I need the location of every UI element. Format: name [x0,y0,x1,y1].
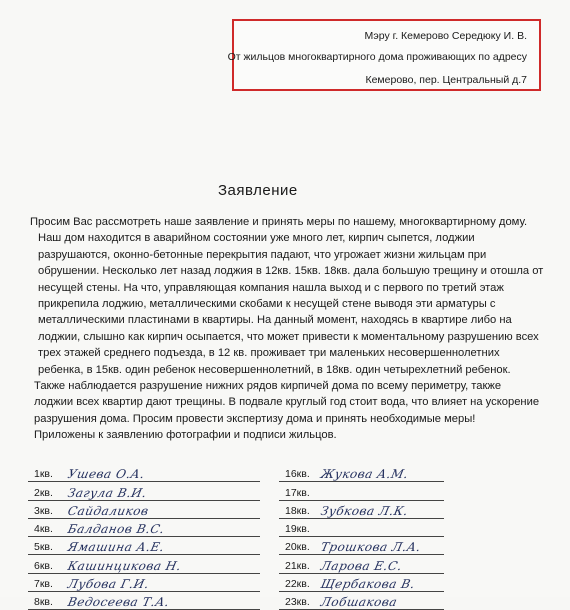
document-title: Заявление [218,182,298,199]
apartment-number: 3кв. [34,504,53,517]
signature-row [28,464,260,482]
signature-list-left [28,464,260,610]
signature-row [28,501,260,519]
signature-row [279,537,444,555]
statement-body [30,214,550,444]
body-line: Также наблюдается разрушение нижних рядов кирпичей дома по всему периметру, также [34,380,502,393]
sender-line: От жильцов многоквартирного дома проживающих по адресу [227,51,527,63]
body-line: обрушении. Несколько лет назад лоджия в 12кв. 15кв. 18кв. дала большую трещину и отошла от [38,265,544,278]
signature-row [279,592,444,610]
body-line: несущей стены. На что, управляющая компания нашла выход и с первого по третий этаж [38,281,504,294]
handwritten-signature: Лобшакова [319,595,399,610]
handwritten-signature: Ведосеева Т.А. [66,595,171,610]
handwritten-signature: Щербакова В. [319,577,417,592]
apartment-number: 16кв. [285,468,310,481]
signature-row [279,555,444,573]
apartment-number: 8кв. [34,596,53,609]
apartment-number: 21кв. [285,559,310,572]
handwritten-signature: Балданов В.С. [66,522,166,537]
apartment-number: 17кв. [285,486,310,499]
signature-row [279,519,444,537]
apartment-number: 22кв. [285,578,310,591]
body-line: лоджии всех квартир дают трещины. В подвале круглый год стоит вода, что влияет на ускорение [34,396,540,409]
body-line: лоджии, слышно как кирпич осыпается, что может привести к моментальному разрушению всех [38,330,539,343]
signature-row [28,537,260,555]
signature-row [279,464,444,482]
body-line: разрушения дома. Просим провести экспертизу дома и принять необходимые меры! [34,412,476,425]
signature-row [28,555,260,573]
addressee-block [227,19,541,91]
apartment-number: 19кв. [285,523,310,536]
signature-list-right [279,464,444,610]
handwritten-signature: Ушева О.А. [66,467,147,482]
signature-row [279,574,444,592]
apartment-number: 18кв. [285,504,310,517]
apartment-number: 4кв. [34,523,53,536]
handwritten-signature: Загула В.И. [66,485,149,500]
signature-row [28,592,260,610]
body-line: металлическими пластинами в квартиры. На данный момент, находясь в квартире либо на [38,314,512,327]
apartment-number: 5кв. [34,541,53,554]
address-line: Кемерово, пер. Центральный д.7 [365,74,527,86]
signature-row [28,482,260,500]
handwritten-signature: Ларова Е.С. [319,558,404,573]
signature-row [28,519,260,537]
apartment-number: 1кв. [34,468,53,481]
handwritten-signature: Жукова А.М. [319,467,410,482]
body-line: ребенка, в 15кв. один ребенок несовершеннолетний, в 18кв. один четырехлетний ребенок. [38,363,511,376]
signature-row [279,501,444,519]
handwritten-signature: Лубова Г.И. [66,577,151,592]
body-line: трех этажей среднего подъезда, в 12 кв. проживает три маленьких несовершеннолетних [38,347,500,360]
apartment-number: 20кв. [285,541,310,554]
apartment-number: 23кв. [285,596,310,609]
body-line: Приложены к заявлению фотографии и подписи жильцов. [34,429,337,442]
handwritten-signature: Сайдаликов [66,503,151,518]
handwritten-signature: Кашинцикова Н. [66,558,183,573]
handwritten-signature: Зубкова Л.К. [319,503,410,518]
apartment-number: 7кв. [34,578,53,591]
handwritten-signature: Трошкова Л.А. [319,540,423,555]
body-line: Просим Вас рассмотреть наше заявление и принять меры по нашему, многоквартирному дому. [30,216,528,228]
body-line: разрушаются, оконно-бетонные перекрытия падают, что угрожает жизни жильцам при [38,248,487,261]
body-line: Наш дом находится в аварийном состоянии уже много лет, кирпич сыпется, лоджии [38,232,475,245]
apartment-number: 6кв. [34,559,53,572]
body-line: прикрепила лоджию, металлическими скобами к несущей стене выводя эти арматуры с [38,298,496,311]
signature-row [279,482,444,500]
handwritten-signature: Ямашина А.Е. [66,540,166,555]
apartment-number: 2кв. [34,486,53,499]
signature-row [28,574,260,592]
addressee-line: Мэру г. Кемерово Середюку И. В. [364,30,527,42]
